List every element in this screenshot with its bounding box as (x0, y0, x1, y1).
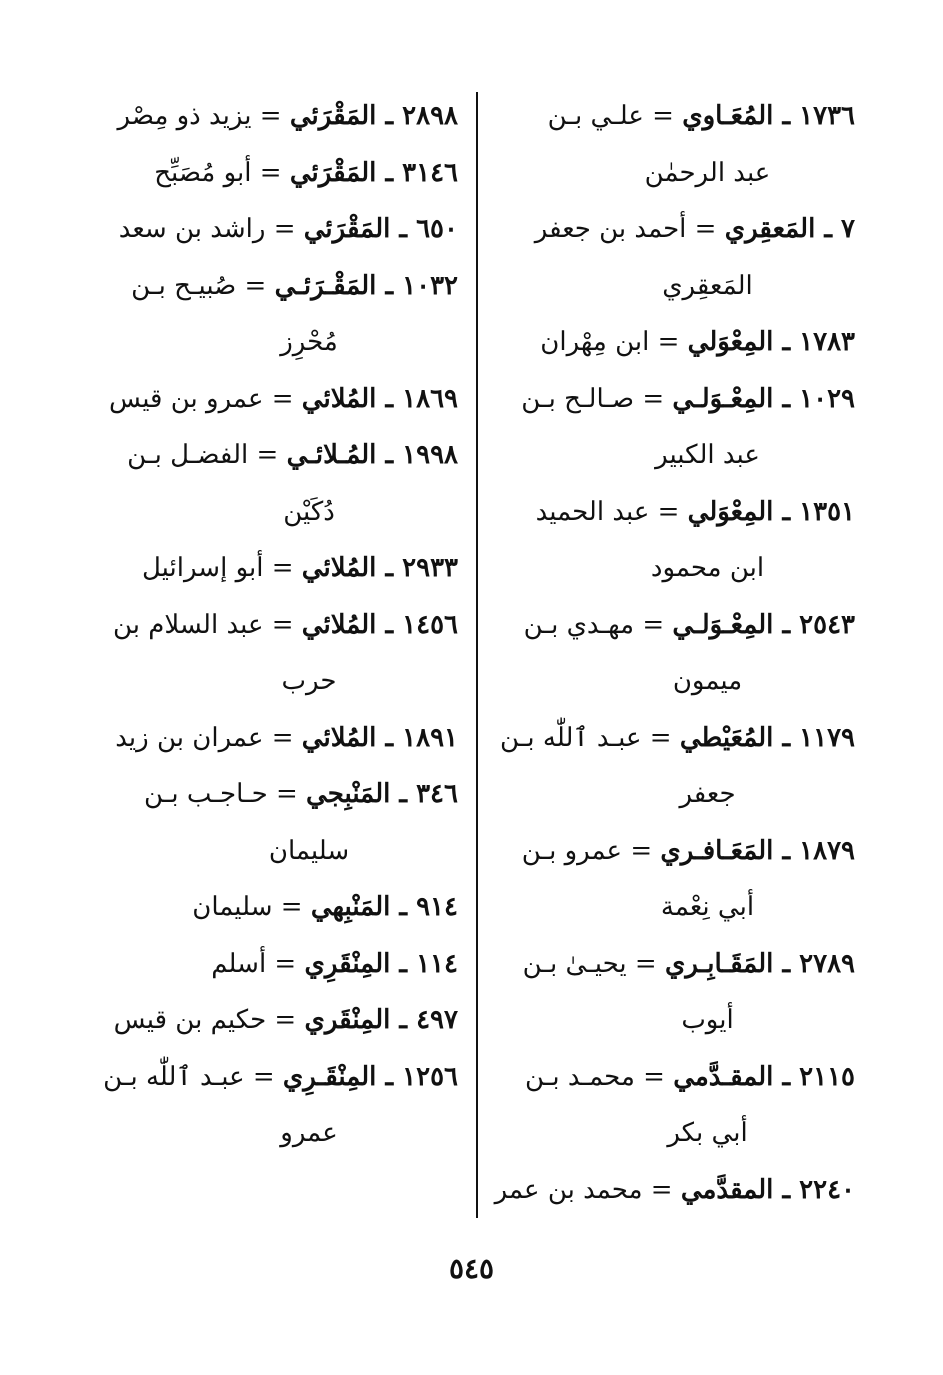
entry-continuation: المَعقِري (662, 270, 753, 301)
entry-name: = عبـد ٱللّٰه بـن (103, 1061, 283, 1092)
index-entry (500, 597, 855, 710)
index-entry (100, 879, 458, 936)
entry-nisba: المِعْوَلي (687, 496, 774, 527)
entry-name: = عبد الحميد (535, 496, 688, 527)
entry-name: = صُبيـح بـن (131, 270, 275, 301)
entry-nisba: المقـدَّمي (673, 1061, 774, 1092)
entry-nisba: المَقْرَئي (303, 214, 391, 244)
entry-line: ٢٢٤٠ ـ المقدَّمي = محمد بن عمر (494, 1174, 855, 1205)
index-entry (100, 540, 458, 597)
entry-number: ٢٥٤٣ (799, 609, 855, 640)
index-entry (500, 1049, 855, 1162)
entry-name: = عبـد ٱللّٰه بـن (500, 722, 680, 753)
entry-name: = عمران بن زيد (115, 722, 302, 753)
entry-name: = محمد بن عمر (494, 1174, 681, 1205)
entry-name: = عبد السلام بن (112, 609, 302, 640)
entry-number: ١٧٨٣ (799, 327, 855, 357)
entry-nisba: المِنْقَـرِي (282, 1061, 377, 1092)
entry-line: ١٢٥٦ ـ المِنْقَـرِي = عبـد ٱللّٰه بـن (103, 1061, 458, 1092)
index-entry (100, 936, 458, 993)
entry-name: = يحيـىٰ بـن (522, 948, 665, 979)
entry-nisba: المَعَـافـري (660, 835, 774, 866)
entry-name: = أبو مُصَبِّح (154, 157, 290, 188)
entry-continuation: عبد الكبير (655, 440, 760, 470)
entry-nisba: المَعقِري (724, 214, 816, 244)
entry-nisba: المُلائي (301, 609, 377, 640)
entry-nisba: المَنْبِجي (306, 779, 391, 809)
index-entry (494, 1162, 855, 1219)
entry-name: = راشد بن سعد (118, 214, 304, 244)
entry-line: ٢٧٨٩ ـ المَقَـابِـري = يحيـىٰ بـن (522, 948, 855, 979)
entry-line: ١٨٦٩ ـ المُلائي = عمرو بن قيس (109, 383, 458, 414)
entry-name: = حـاجـب بـن (143, 779, 307, 809)
entry-nisba: المُلائي (301, 722, 377, 753)
index-entry (100, 201, 458, 258)
entry-nisba: المَقْرَئي (289, 101, 377, 131)
entry-name: = صـالـح بـن (521, 383, 673, 414)
page-number: ٥٤٥ (448, 1252, 495, 1285)
entry-name: = أبو إسرائيل (141, 553, 302, 583)
entry-nisba: المِعْـوَلـي (672, 609, 774, 640)
entry-number: ١٧٣٦ (799, 101, 855, 131)
entry-line: ٢٥٤٣ ـ المِعْـوَلـي = مهـدي بـن (523, 609, 855, 640)
entry-name: = حكيم بن قيس (113, 1005, 305, 1035)
entry-number: ١١٧٩ (799, 722, 855, 753)
entry-continuation: أبي نِعْمة (660, 892, 755, 922)
entry-name: = علـي بـن (547, 101, 683, 131)
index-entry (100, 88, 458, 145)
entry-nisba: المَقْـرَئـي (274, 270, 377, 301)
index-entry (500, 314, 855, 371)
entry-name: = عمرو بـن (521, 835, 661, 866)
entry-continuation: سليمان (268, 835, 350, 866)
entry-name: = ابن مِهْران (540, 327, 688, 357)
entry-line: ٣١٤٦ ـ المَقْرَئي = أبو مُصَبِّح (154, 157, 458, 188)
entry-nisba: المُلائي (301, 383, 377, 414)
entry-name: = أسلم (211, 948, 305, 979)
entry-nisba: المِعْـوَلـي (672, 383, 774, 414)
entry-line: ٢١١٥ ـ المقـدَّمي = محمـد بـن (524, 1061, 855, 1092)
entry-number: ٣٤٦ (416, 779, 458, 809)
entry-continuation: أيوب (681, 1005, 734, 1035)
entry-number: ١٤٥٦ (402, 609, 458, 640)
entry-line: ١١٧٩ ـ المُعَيْطي = عبـد ٱللّٰه بـن (500, 722, 855, 753)
index-entry (100, 766, 458, 879)
entry-number: ١٨٧٩ (799, 835, 855, 866)
entry-number: ٢٢٤٠ (799, 1174, 855, 1205)
entry-nisba: المِعْوَلي (687, 327, 774, 357)
index-entry (100, 1049, 458, 1162)
entry-number: ٤٩٧ (416, 1005, 458, 1035)
right-column (494, 88, 855, 1218)
entry-line: ٢٩٣٣ ـ المُلائي = أبو إسرائيل (141, 553, 458, 583)
entry-continuation: عبد الرحمٰن (644, 157, 771, 188)
entry-nisba: المِنْقَري (304, 1005, 391, 1035)
entry-nisba: المِنْقَرِي (304, 948, 391, 979)
entry-continuation: جعفر (679, 779, 736, 809)
left-column (100, 88, 458, 1162)
entry-name: = عمرو بن قيس (109, 383, 302, 414)
entry-nisba: المُـلائـي (286, 440, 377, 470)
entry-name: = يزيد ذو مِصْر (117, 101, 290, 131)
entry-continuation: مُحْرِز (280, 327, 338, 357)
entry-number: ٢١١٥ (799, 1061, 855, 1092)
entry-line: ١٠٣٢ ـ المَقْـرَئـي = صُبيـح بـن (131, 270, 458, 301)
entry-number: ٣١٤٦ (402, 157, 458, 188)
entry-name: = أحمد بن جعفر (534, 214, 725, 244)
entry-line: ١٤٥٦ ـ المُلائي = عبد السلام بن (112, 609, 458, 640)
entry-line: ١١٤ ـ المِنْقَرِي = أسلم (211, 948, 458, 979)
entry-line: ٦٥٠ ـ المَقْرَئي = راشد بن سعد (118, 214, 458, 244)
entry-line: ١٨٩١ ـ المُلائي = عمران بن زيد (115, 722, 458, 753)
entry-nisba: المُلائي (301, 553, 377, 583)
entry-line: ١٠٢٩ ـ المِعْـوَلـي = صـالـح بـن (521, 383, 855, 414)
entry-number: ١٩٩٨ (402, 440, 458, 470)
entry-number: ٩١٤ (416, 892, 458, 922)
index-entry (100, 258, 458, 371)
entry-number: ٢٧٨٩ (799, 948, 855, 979)
entry-line: ٤٩٧ ـ المِنْقَري = حكيم بن قيس (113, 1005, 458, 1035)
entry-nisba: المُعَـاوي (682, 101, 774, 131)
entry-number: ١٨٦٩ (402, 383, 458, 414)
entry-line: ٢٨٩٨ ـ المَقْرَئي = يزيد ذو مِصْر (117, 101, 458, 131)
index-entry (100, 710, 458, 767)
entry-line: ٧ ـ المَعقِري = أحمد بن جعفر (534, 214, 855, 244)
entry-number: ١٠٣٢ (402, 270, 458, 301)
entry-continuation: عمرو (280, 1118, 338, 1148)
entry-name: = محمـد بـن (524, 1061, 674, 1092)
index-entry (500, 201, 855, 314)
entry-line: ١٨٧٩ ـ المَعَـافـري = عمرو بـن (521, 835, 855, 866)
index-entry (100, 371, 458, 428)
index-entry (100, 145, 458, 202)
entry-number: ١٢٥٦ (402, 1061, 458, 1092)
entry-line: ٩١٤ ـ المَنْبِهي = سليمان (192, 892, 458, 922)
entry-number: ١٠٢٩ (799, 383, 855, 414)
entry-line: ١٣٥١ ـ المِعْوَلي = عبد الحميد (535, 496, 855, 527)
index-entry (500, 710, 855, 823)
entry-nisba: المقدَّمي (680, 1174, 774, 1205)
entry-number: ١٣٥١ (799, 496, 855, 527)
entry-continuation: حرب (281, 666, 337, 696)
index-entry (100, 427, 458, 540)
entry-nisba: المُعَيْطي (679, 722, 774, 753)
entry-continuation: دُكَيْن (283, 496, 335, 527)
entry-nisba: المَقْرَئي (289, 157, 377, 188)
entry-continuation: أبي بكر (667, 1118, 748, 1148)
entry-number: ٢٨٩٨ (402, 101, 458, 131)
index-entry (500, 88, 855, 201)
entry-name: = الفضـل بـن (127, 440, 287, 470)
entry-continuation: ميمون (672, 666, 743, 696)
index-entry (500, 823, 855, 936)
entry-nisba: المَقَـابِـري (664, 948, 774, 979)
entry-line: ١٩٩٨ ـ المُـلائـي = الفضـل بـن (127, 440, 458, 470)
entry-number: ٢٩٣٣ (402, 553, 458, 583)
entry-nisba: المَنْبِهي (310, 892, 391, 922)
index-entry (100, 992, 458, 1049)
entry-line: ١٧٨٣ ـ المِعْوَلي = ابن مِهْران (540, 327, 855, 357)
entry-line: ١٧٣٦ ـ المُعَـاوي = علـي بـن (547, 101, 855, 131)
entry-name: = سليمان (192, 892, 311, 922)
index-entry (500, 371, 855, 484)
index-entry (100, 597, 458, 710)
index-entry (500, 936, 855, 1049)
entry-number: ١١٤ (416, 948, 458, 979)
index-entry (500, 484, 855, 597)
entry-number: ٦٥٠ (416, 214, 458, 244)
column-divider (476, 92, 478, 1218)
entry-name: = مهـدي بـن (523, 609, 673, 640)
entry-number: ١٨٩١ (402, 722, 458, 753)
entry-line: ٣٤٦ ـ المَنْبِجي = حـاجـب بـن (143, 779, 458, 809)
entry-number: ٧ (841, 214, 855, 244)
entry-continuation: ابن محمود (650, 553, 765, 583)
